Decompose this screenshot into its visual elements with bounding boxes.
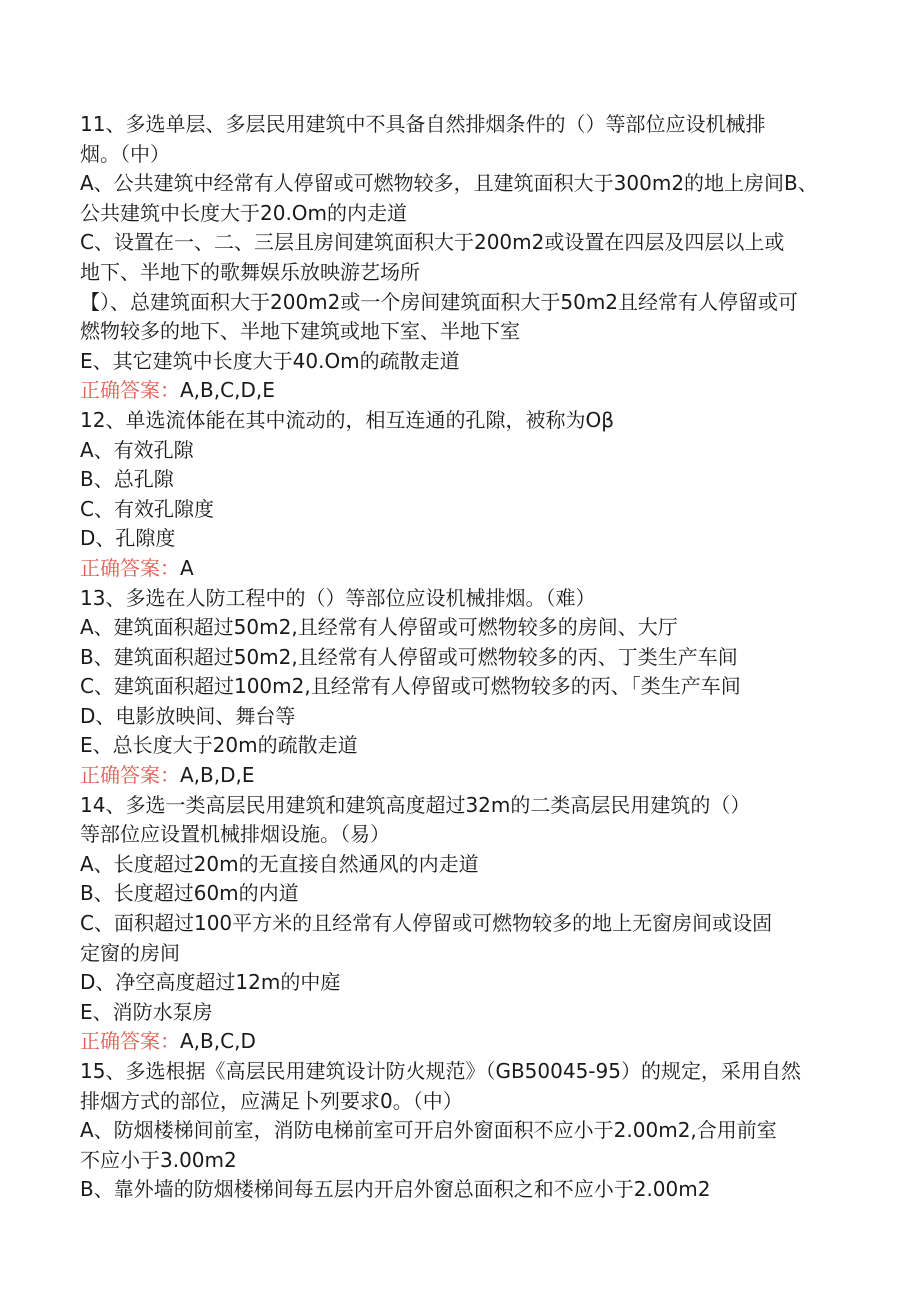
text-line: E、消防水泵房 — [80, 999, 213, 1024]
text-line: A、公共建筑中经常有人停留或可燃物较多，且建筑面积大于300m2的地上房间B、 — [80, 171, 818, 196]
correct-answer-value: A,B,D,E — [180, 763, 255, 788]
text-line: A、防烟楼梯间前室，消防电梯前室可开启外窗面积不应小于2.00m2,合用前室 — [80, 1118, 777, 1143]
text-line: 定窗的房间 — [80, 940, 180, 965]
text-line: 燃物较多的地下、半地下建筑或地下室、半地下室 — [80, 319, 520, 344]
text-line: C、面积超过100平方米的且经常有人停留或可燃物较多的地上无窗房间或设固 — [80, 911, 773, 936]
text-line: 排烟方式的部位，应满足卜列要求0。（中） — [80, 1088, 463, 1113]
text-line: E、其它建筑中长度大于40.Om的疏散走道 — [80, 348, 460, 373]
text-line: 15、多选根据《高层民用建筑设计防火规范》（GB50045-95）的规定，采用自然 — [80, 1059, 801, 1083]
text-line: 地下、半地下的歌舞娱乐放映游艺场所 — [80, 259, 420, 284]
correct-answer-line — [80, 554, 840, 584]
text-line: B、长度超过60m的内道 — [80, 881, 299, 906]
text-line: 【）、总建筑面积大于200m2或一个房间建筑面积大于50m2且经常有人停留或可 — [80, 289, 799, 314]
correct-answer-value: A — [180, 555, 194, 580]
text-line: 烟。（中） — [80, 141, 170, 166]
correct-answer-value: A,B,C,D,E — [180, 378, 275, 403]
correct-answer-line — [80, 376, 840, 406]
text-line: 12、单选流体能在其中流动的，相互连通的孔隙，被称为Oβ — [80, 407, 614, 432]
text-line: D、孔隙度 — [80, 526, 176, 551]
text-line: B、靠外墙的防烟楼梯间每五层内开启外窗总面积之和不应小于2.00m2 — [80, 1177, 711, 1202]
text-line: 14、多选一类高层民用建筑和建筑高度超过32m的二类高层民用建筑的（） — [80, 792, 751, 817]
correct-answer-label: 正确答案： — [80, 1029, 180, 1054]
document-page — [80, 110, 840, 1205]
text-line: E、总长度大于20m的疏散走道 — [80, 733, 358, 758]
text-line: A、长度超过20m的无直接自然通风的内走道 — [80, 851, 479, 876]
text-line: C、有效孔隙度 — [80, 496, 214, 521]
text-line: 公共建筑中长度大于20.Om的内走道 — [80, 200, 408, 225]
text-line: 11、多选单层、多层民用建筑中不具备自然排烟条件的（）等部位应设机械排 — [80, 112, 766, 136]
text-line: C、设置在一、二、三层且房间建筑面积大于200m2或设置在四层及四层以上或 — [80, 230, 785, 255]
text-line: D、电影放映间、舞台等 — [80, 703, 296, 728]
correct-answer-line — [80, 1027, 840, 1057]
correct-answer-value: A,B,C,D — [180, 1029, 256, 1054]
text-line: 不应小于3.00m2 — [80, 1147, 237, 1172]
correct-answer-label: 正确答案： — [80, 378, 180, 403]
question-list — [80, 110, 840, 1205]
text-line: C、建筑面积超过100m2,且经常有人停留或可燃物较多的丙、「类生产车间 — [80, 674, 741, 699]
text-line: B、总孔隙 — [80, 467, 174, 492]
text-line: A、建筑面积超过50m2,且经常有人停留或可燃物较多的房间、大厅 — [80, 615, 678, 640]
text-line: 等部位应设置机械排烟设施。（易） — [80, 822, 390, 847]
correct-answer-line — [80, 761, 840, 791]
text-line: B、建筑面积超过50m2,且经常有人停留或可燃物较多的丙、丁类生产车间 — [80, 644, 738, 669]
text-line: 13、多选在人防工程中的（）等部位应设机械排烟。（难） — [80, 585, 596, 610]
text-line: D、净空高度超过12m的中庭 — [80, 970, 341, 995]
correct-answer-label: 正确答案： — [80, 555, 180, 580]
correct-answer-label: 正确答案： — [80, 763, 180, 788]
text-line: A、有效孔隙 — [80, 437, 194, 462]
